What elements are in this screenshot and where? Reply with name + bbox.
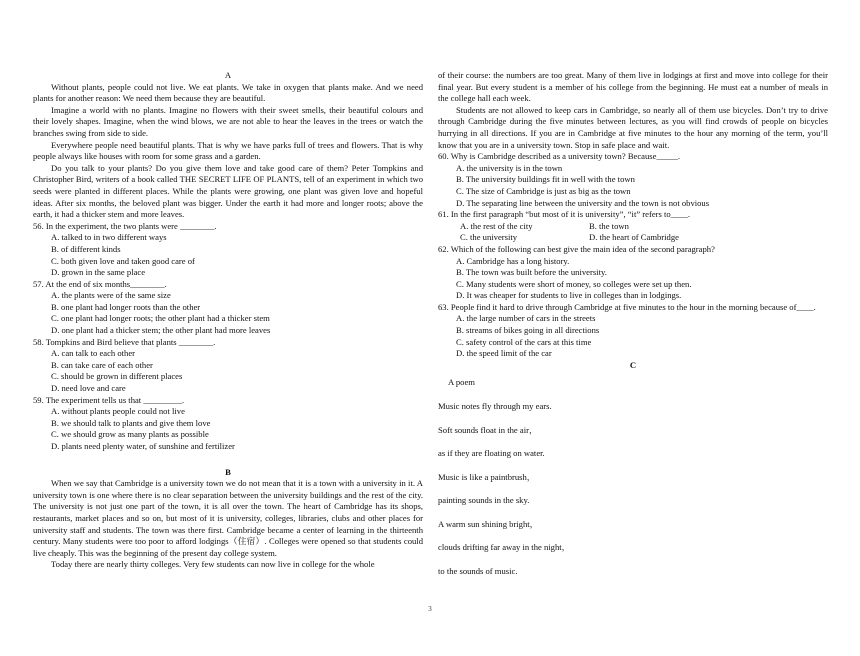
poem-line: Music notes fly through my ears. — [438, 401, 552, 412]
answer-option: C. the university — [460, 232, 518, 243]
poem-line: clouds drifting far away in the night， — [438, 542, 571, 553]
question-stem: 62. Which of the following can best give the main idea of the second paragraph? — [438, 243, 715, 254]
poem-line: painting sounds in the sky. — [438, 495, 530, 506]
answer-option: A. the rest of the city — [460, 220, 533, 231]
answer-option: A. can talk to each other — [51, 348, 135, 359]
answer-option-row — [438, 221, 828, 233]
answer-option: A. without plants people could not live — [51, 406, 185, 417]
poem-title: A poem — [448, 377, 475, 388]
section-spacer — [33, 453, 423, 467]
answer-option: B. the town — [589, 220, 629, 231]
answer-option: C. The size of Cambridge is just as big as the town — [456, 185, 631, 196]
passage-b-paragraph-continued: of their course: the numbers are too great. Many of them live in lodgings at first and move into college for their final year. But every student is a member of his college from the beginning. He must eat a number of meals in the college hall each week. — [438, 70, 828, 104]
answer-option: C. both given love and taken good care of — [51, 255, 195, 266]
question-stem: 59. The experiment tells us that _________. — [33, 394, 185, 405]
passage-b-title: B — [225, 466, 231, 477]
passage-a-paragraph: Do you talk to your plants? Do you give them love and take good care of them? Peter Tompkins and Christopher Bird, writers of a book called THE SECRET LIFE OF PLANTS, tell of an experiment in which two seeds were planted in different places. While the plants were growing, one plant was given love and hopeful ideas. After six months, the beloved plant was bigger. Under the earth it had more and longer roots; above the earth, it had a thicker stem and more leaves. — [33, 162, 423, 220]
right-column — [438, 70, 828, 583]
passage-c-title: C — [629, 359, 637, 370]
answer-option: D. grown in the same place — [51, 267, 146, 278]
answer-option: A. talked to in two different ways — [51, 232, 167, 243]
poem-line: as if they are floating on water. — [438, 448, 545, 459]
answer-option: C. should be grown in different places — [51, 371, 183, 382]
left-column — [33, 70, 423, 571]
poem-body — [438, 395, 828, 583]
answer-option: A. the university is in the town — [456, 162, 563, 173]
answer-option: A. the large number of cars in the streets — [456, 313, 596, 324]
answer-option: B. streams of bikes going in all directions — [456, 325, 600, 336]
question-stem: 61. In the first paragraph “but most of it is university”, “it” refers to____. — [438, 209, 691, 220]
answer-option: D. the speed limit of the car — [456, 348, 552, 359]
answer-option: C. Many students were short of money, so colleges were set up then. — [456, 278, 692, 289]
passage-b-paragraph: When we say that Cambridge is a university town we do not mean that it is a town with a university in it. A university town is one where there is no clear separation between the university buildings and the rest of the city. The university is not just one part of the town, it is all over the town. The heart of Cambridge has its shops, restaurants, market places and so on, but most of it is university, colleges, libraries, clubs and other places for university staff and students. The town was there first. Cambridge became a center of learning in the thirteenth century. Many students were too poor to afford lodgings（住宿）. Colleges were opened so that students could live cheaply. This was the beginning of the present day college system. — [33, 478, 423, 558]
question-stem: 58. Tompkins and Bird believe that plants ________. — [33, 336, 216, 347]
answer-option: B. The town was built before the university. — [456, 267, 607, 278]
answer-option-row — [438, 232, 828, 244]
answer-option: B. we should talk to plants and give them love — [51, 417, 211, 428]
answer-option: A. Cambridge has a long history. — [456, 255, 570, 266]
page-number: 3 — [428, 605, 432, 613]
question-stem: 60. Why is Cambridge described as a university town? Because_____. — [438, 151, 681, 162]
passage-b-paragraph: Today there are nearly thirty colleges. Very few students can now live in college for the whole — [51, 559, 375, 570]
answer-option: B. The university buildings fit in well with the town — [456, 174, 635, 185]
passage-a-title: A — [224, 70, 232, 80]
passage-a-paragraph: Without plants, people could not live. We eat plants. We take in oxygen that plants make. And we need plants for another reason: We need them because they are beautiful. — [33, 81, 423, 104]
answer-option: A. the plants were of the same size — [51, 290, 171, 301]
answer-option: B. of different kinds — [51, 243, 121, 254]
question-stem: 57. At the end of six months________. — [33, 278, 167, 289]
passage-a-paragraph: Imagine a world with no plants. Imagine no flowers with their sweet smells, their beautiful colours and their lovely shapes. Imagine, when the wind blows, we are not able to hear the leaves in the trees or watch the branches swing from side to side. — [33, 104, 423, 138]
poem-line: Soft sounds float in the air， — [438, 424, 538, 435]
question-stem: 63. People find it hard to drive through Cambridge at five minutes to the hour in the morning because of____. — [438, 301, 816, 312]
answer-option: D. plants need plenty water, of sunshine and fertilizer — [51, 441, 235, 451]
passage-b-paragraph: Students are not allowed to keep cars in Cambridge, so nearly all of them use bicycles. Don’t try to drive through Cambridge during the five minutes between lectures, as you will find crowds of people on bicycles hurrying in all directions. If you are in Cambridge at five minutes to the hour any morning of the term, you’ll know that you are in a university town. Stop in safe place and wait. — [438, 104, 828, 150]
answer-option: D. It was cheaper for students to live in colleges than in lodgings. — [456, 290, 682, 301]
answer-option: D. need love and care — [51, 383, 126, 394]
answer-option: D. The separating line between the university and the town is not obvious — [456, 197, 710, 208]
passage-a-paragraph: Everywhere people need beautiful plants. That is why we have parks full of trees and flowers. That is why people always like houses with room for some grass and a garden. — [33, 139, 423, 162]
poem-line: Music is like a paintbrush， — [438, 471, 536, 482]
answer-option: B. one plant had longer roots than the other — [51, 301, 201, 312]
poem-line: A warm sun shining bright， — [438, 518, 539, 529]
answer-option: C. we should grow as many plants as possible — [51, 429, 209, 440]
poem-line: to the sounds of music. — [438, 565, 518, 576]
answer-option: B. can take care of each other — [51, 359, 153, 370]
answer-option: D. the heart of Cambridge — [589, 232, 679, 243]
question-stem: 56. In the experiment, the two plants were ________. — [33, 220, 217, 231]
answer-option: D. one plant had a thicker stem; the other plant had more leaves — [51, 325, 271, 336]
answer-option: C. safety control of the cars at this time — [456, 336, 592, 347]
answer-option: C. one plant had longer roots; the other plant had a thicker stem — [51, 313, 270, 324]
